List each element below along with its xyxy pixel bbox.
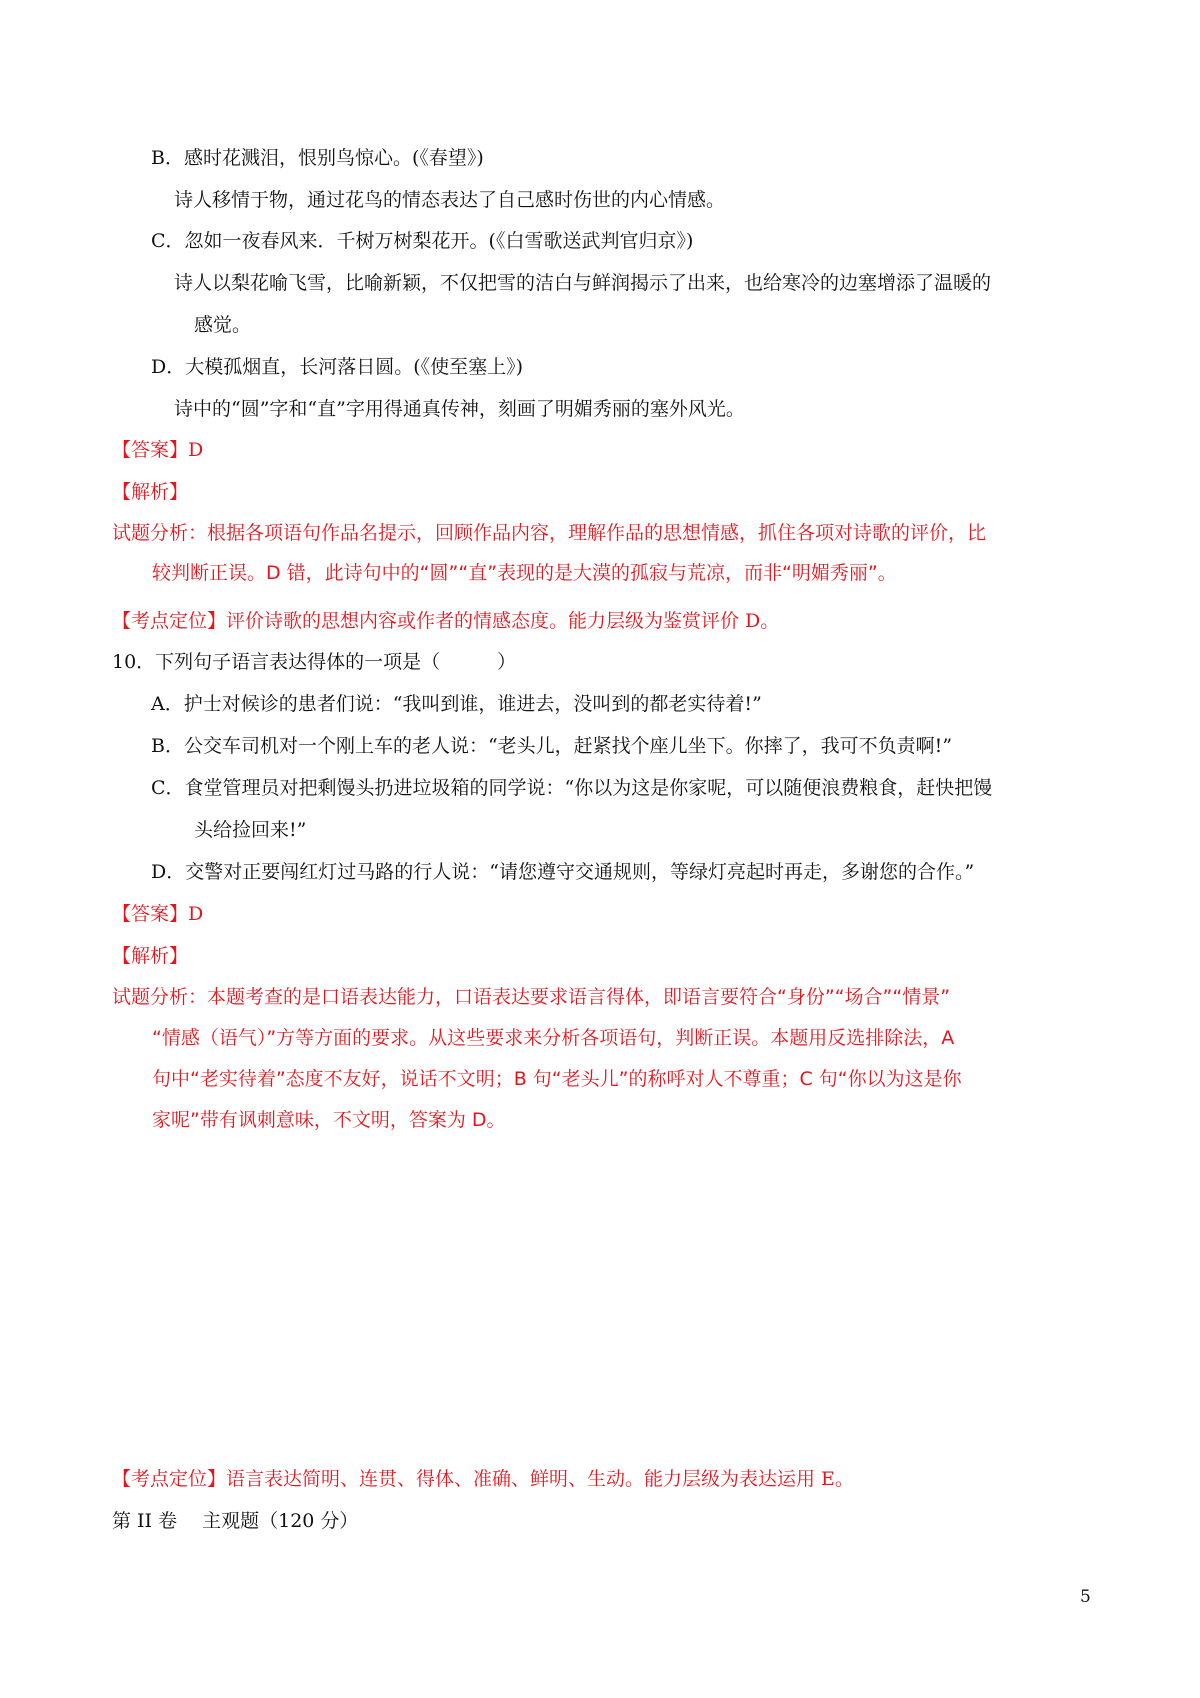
q10-option-c-line1: C．食堂管理员对把剩馒头扔进垃圾箱的同学说：“你以为这是你家呢，可以随便浪费粮食，赶快把馒 bbox=[151, 777, 993, 799]
q9-option-d-note: 诗中的“圆”字和“直”字用得通真传神，刻画了明媚秀丽的塞外风光。 bbox=[174, 398, 745, 420]
q10-analysis-line4: 家呢”带有讽刺意味，不文明，答案为 D。 bbox=[152, 1109, 506, 1131]
q10-kaodian-label: 【考点定位】 bbox=[112, 1468, 227, 1490]
q9-kaodian-row bbox=[112, 609, 779, 633]
q10-answer-row bbox=[112, 902, 203, 926]
q10-analysis-label: 【解析】 bbox=[112, 945, 189, 967]
q10-option-c-line2: 头给捡回来!” bbox=[194, 819, 307, 841]
q9-kaodian-label: 【考点定位】 bbox=[112, 610, 227, 632]
q10-analysis-line3: 句中“老实待着”态度不友好，说话不文明；B 句“老头儿”的称呼对人不尊重；C 句“你以为这是你 bbox=[152, 1068, 962, 1090]
q10-kaodian-text: 语言表达简明、连贯、得体、准确、鲜明、生动。能力层级为表达运用 E。 bbox=[226, 1468, 854, 1490]
q10-answer-label: 【答案】 bbox=[112, 903, 189, 925]
section-heading: 第 II 卷 主观题（120 分） bbox=[112, 1510, 359, 1532]
q9-option-c: C．忽如一夜春风来．千树万树梨花开。(《白雪歌送武判官归京》) bbox=[151, 230, 694, 252]
q10-option-d: D．交警对正要闯红灯过马路的行人说：“请您遵守交通规则，等绿灯亮起时再走，多谢您的合作。” bbox=[151, 861, 975, 883]
q10-analysis-line2: “情感（语气）”方等方面的要求。从这些要求来分析各项语句，判断正误。本题用反选排除法，A bbox=[152, 1027, 955, 1049]
q9-option-b: B．感时花溅泪，恨别鸟惊心。(《春望》) bbox=[151, 147, 484, 169]
q9-analysis-line2: 较判断正误。D 错，此诗句中的“圆”“直”表现的是大漠的孤寂与荒凉，而非“明媚秀丽”。 bbox=[152, 562, 897, 584]
q10-answer-value: D bbox=[188, 903, 204, 925]
q9-kaodian-text: 评价诗歌的思想内容或作者的情感态度。能力层级为鉴赏评价 D。 bbox=[226, 610, 780, 632]
q9-analysis-label: 【解析】 bbox=[112, 481, 189, 503]
q9-option-d: D．大模孤烟直，长河落日圆。(《使至塞上》) bbox=[151, 356, 524, 378]
q9-option-c-note-line1: 诗人以梨花喻飞雪，比喻新颖，不仅把雪的洁白与鲜润揭示了出来，也给寒冷的边塞增添了温暖的 bbox=[174, 272, 992, 294]
q9-option-c-note-line2: 感觉。 bbox=[194, 314, 252, 336]
q10-option-a: A．护士对候诊的患者们说：“我叫到谁，谁进去，没叫到的都老实待着!” bbox=[151, 693, 762, 715]
q9-analysis-line1: 试题分析：根据各项语句作品名提示，回顾作品内容，理解作品的思想情感，抓住各项对诗歌的评价，比 bbox=[112, 522, 987, 544]
q9-answer-value: D bbox=[188, 439, 204, 461]
q10-analysis-line1: 试题分析：本题考查的是口语表达能力，口语表达要求语言得体，即语言要符合“身份”“场合”“情景” bbox=[112, 986, 951, 1008]
q10-stem: 10．下列句子语言表达得体的一项是（ ） bbox=[112, 651, 517, 673]
q10-option-b: B．公交车司机对一个刚上车的老人说：“老头儿，赶紧找个座儿坐下。你摔了，我可不负责啊!” bbox=[151, 735, 953, 757]
q10-kaodian-row bbox=[112, 1467, 854, 1491]
q9-option-b-note: 诗人移情于物，通过花鸟的情态表达了自己感时伤世的内心情感。 bbox=[174, 189, 726, 211]
q9-answer-label: 【答案】 bbox=[112, 439, 189, 461]
q9-answer-row bbox=[112, 438, 203, 462]
page-number: 5 bbox=[1080, 1587, 1091, 1607]
